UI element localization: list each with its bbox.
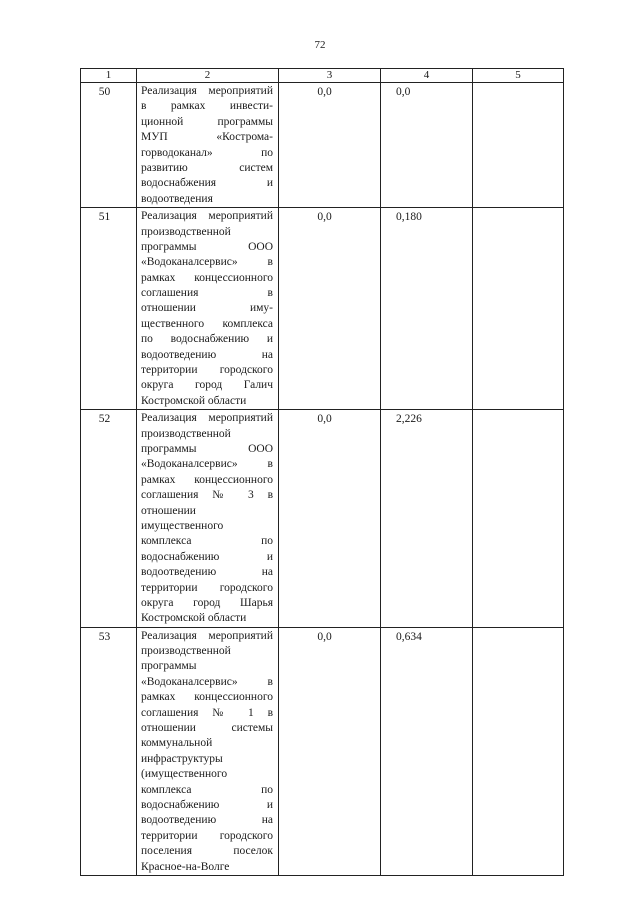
table-body	[81, 83, 564, 876]
row-description	[137, 627, 279, 875]
description-line: Реализация мероприятий	[141, 629, 273, 642]
description-line: водоснабжения и	[141, 177, 273, 190]
description-line: коммунальной	[141, 737, 213, 750]
description-line: программы	[141, 660, 197, 673]
description-line: водоснабжению и	[141, 798, 273, 811]
header-cell: 4	[381, 69, 473, 83]
page-number: 72	[314, 39, 326, 51]
description-line: водоотведению на	[141, 566, 273, 579]
description-line: в рамках инвести-	[141, 100, 273, 113]
description-line: инфраструктуры	[141, 752, 223, 765]
table-row	[81, 627, 564, 875]
row-number: 52	[81, 410, 137, 627]
header-cell: 3	[279, 69, 381, 83]
value-col5	[473, 627, 564, 875]
description-line: рамках концессионного	[141, 473, 273, 486]
description-line: производственной	[141, 225, 231, 238]
description-line: Красное-на-Волге	[141, 860, 230, 873]
table-row	[81, 208, 564, 410]
description-line: округа город Галич	[141, 379, 273, 392]
description-line: Реализация мероприятий	[141, 412, 273, 425]
value-col5	[473, 83, 564, 208]
description-line: программы ООО	[141, 240, 273, 253]
description-line: водоотведения	[141, 192, 213, 205]
description-line: водоснабжению и	[141, 550, 273, 563]
description-line: МУП «Кострома-	[141, 131, 273, 144]
description-line: поселения поселок	[141, 845, 273, 858]
description-line: территории городского	[141, 829, 273, 842]
description-line: комплекса по	[141, 535, 273, 548]
value-col4: 2,226	[381, 410, 473, 627]
description-line: «Водоканалсервис» в	[141, 458, 273, 471]
description-line: соглашения в	[141, 287, 273, 300]
description-line: Реализация мероприятий	[141, 210, 273, 223]
description-line: отношении иму-	[141, 302, 273, 315]
value-col4: 0,0	[381, 83, 473, 208]
description-line: отношении	[141, 504, 196, 517]
value-col4: 0,634	[381, 627, 473, 875]
header-cell: 5	[473, 69, 564, 83]
table-header-row	[81, 69, 564, 83]
row-description	[137, 83, 279, 208]
description-line: соглашения № 1 в	[141, 706, 273, 719]
description-line: горводоканал» по	[141, 146, 273, 159]
value-col3: 0,0	[279, 410, 381, 627]
value-col3: 0,0	[279, 83, 381, 208]
description-line: «Водоканалсервис» в	[141, 256, 273, 269]
value-col5	[473, 410, 564, 627]
description-line: водоотведению на	[141, 348, 273, 361]
value-col5	[473, 208, 564, 410]
description-line: водоотведению на	[141, 814, 273, 827]
row-number: 51	[81, 208, 137, 410]
row-description	[137, 410, 279, 627]
description-line: территории городского	[141, 364, 273, 377]
table-row	[81, 410, 564, 627]
description-line: комплекса по	[141, 783, 273, 796]
description-line: Реализация мероприятий	[141, 85, 273, 97]
description-line: производственной	[141, 427, 231, 440]
value-col4: 0,180	[381, 208, 473, 410]
description-line: производственной	[141, 645, 231, 658]
description-line: Костромской области	[141, 612, 247, 625]
row-description	[137, 208, 279, 410]
description-line: рамках концессионного	[141, 691, 273, 704]
row-number: 50	[81, 83, 137, 208]
description-line: ционной программы	[141, 115, 273, 128]
description-line: (имущественного	[141, 768, 228, 781]
row-number: 53	[81, 627, 137, 875]
description-line: Костромской области	[141, 394, 247, 407]
description-line: щественного комплекса	[141, 317, 273, 330]
description-line: по водоснабжению и	[141, 333, 273, 346]
data-table	[80, 68, 564, 876]
description-line: рамках концессионного	[141, 271, 273, 284]
description-line: программы ООО	[141, 442, 273, 455]
description-line: развитию систем	[141, 161, 273, 174]
description-line: «Водоканалсервис» в	[141, 675, 273, 688]
value-col3: 0,0	[279, 627, 381, 875]
table-row	[81, 83, 564, 208]
header-cell: 2	[137, 69, 279, 83]
description-line: округа город Шарья	[141, 596, 273, 609]
description-line: имущественного	[141, 519, 224, 532]
description-line: соглашения № 3 в	[141, 489, 273, 502]
description-line: отношении системы	[141, 722, 273, 735]
value-col3: 0,0	[279, 208, 381, 410]
description-line: территории городского	[141, 581, 273, 594]
header-cell: 1	[81, 69, 137, 83]
